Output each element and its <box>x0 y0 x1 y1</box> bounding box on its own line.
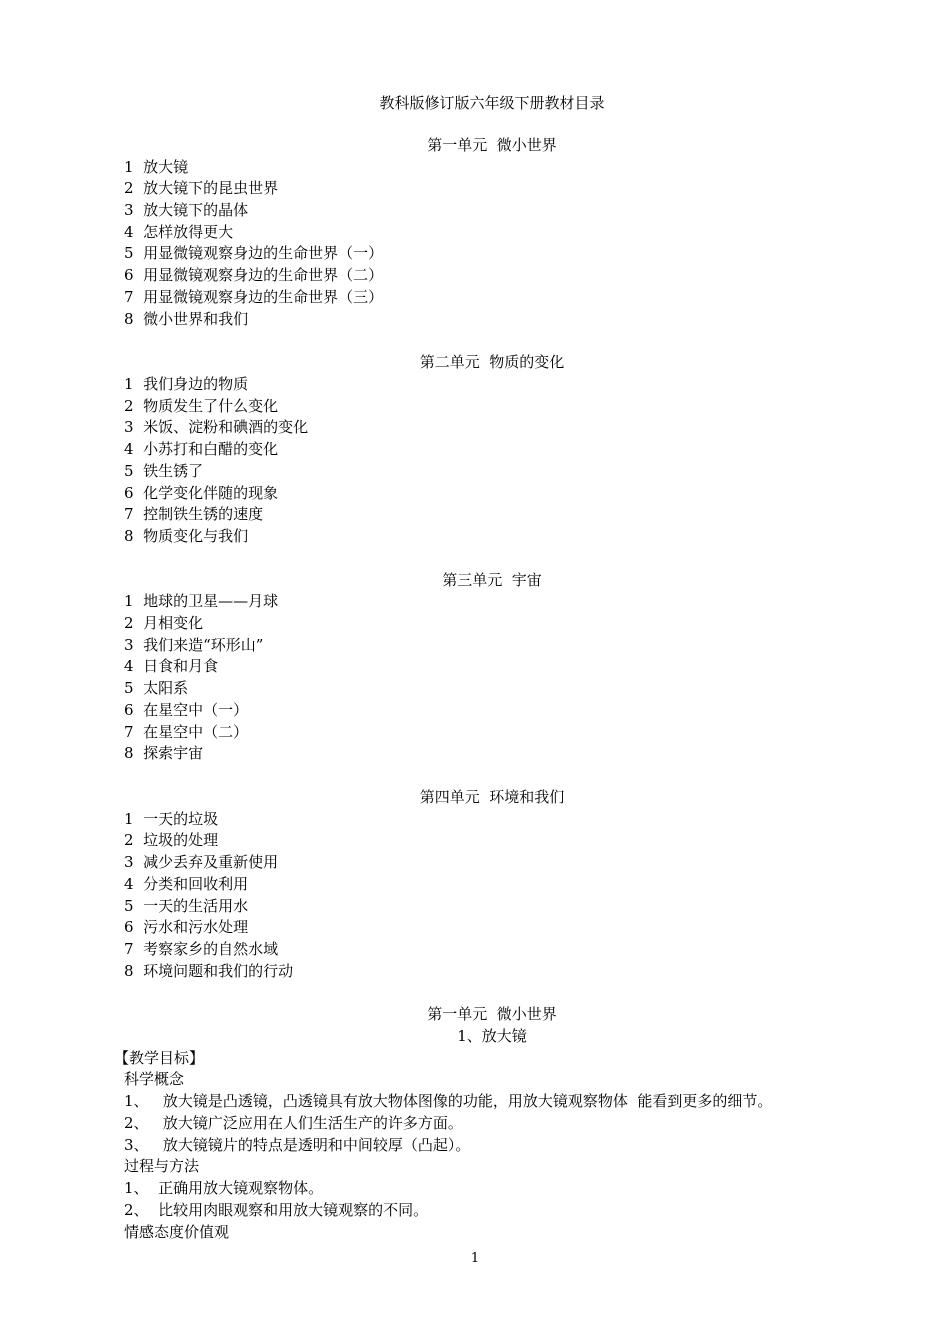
list-item: 6 化学变化伴随的现象 <box>124 484 279 502</box>
process-heading: 过程与方法 <box>124 1157 200 1175</box>
list-item: 3 减少丢弃及重新使用 <box>124 853 279 871</box>
list-item: 2 放大镜下的昆虫世界 <box>124 179 279 197</box>
lesson-title: 1、放大镜 <box>457 1027 527 1045</box>
list-item: 4 分类和回收利用 <box>124 875 249 893</box>
document-title: 教科版修订版六年级下册教材目录 <box>379 94 605 112</box>
list-item: 7 考察家乡的自然水域 <box>124 940 279 958</box>
process-item: 2、 比较用肉眼观察和用放大镜观察的不同。 <box>124 1201 429 1219</box>
science-heading: 科学概念 <box>124 1070 185 1088</box>
unit-heading: 第二单元 物质的变化 <box>419 353 565 371</box>
list-item: 7 控制铁生锈的速度 <box>124 505 264 523</box>
list-item: 4 小苏打和白醋的变化 <box>124 440 279 458</box>
unit-heading: 第三单元 宇宙 <box>442 571 542 589</box>
list-item: 2 月相变化 <box>124 614 204 632</box>
list-item: 3 米饭、淀粉和碘酒的变化 <box>124 418 309 436</box>
unit-heading: 第一单元 微小世界 <box>427 136 557 154</box>
list-item: 4 怎样放得更大 <box>124 223 234 241</box>
list-item: 8 环境问题和我们的行动 <box>124 962 294 980</box>
list-item: 1 地球的卫星——月球 <box>124 592 279 610</box>
list-item: 7 在星空中（二） <box>124 723 249 741</box>
list-item: 5 一天的生活用水 <box>124 897 249 915</box>
list-item: 2 物质发生了什么变化 <box>124 397 279 415</box>
list-item: 3 我们来造“环形山” <box>124 636 264 654</box>
list-item: 3 放大镜下的晶体 <box>124 201 249 219</box>
science-item: 3、 放大镜镜片的特点是透明和中间较厚（凸起）。 <box>124 1136 471 1154</box>
list-item: 8 物质变化与我们 <box>124 527 249 545</box>
list-item: 5 铁生锈了 <box>124 462 204 480</box>
list-item: 8 探索宇宙 <box>124 744 204 762</box>
list-item: 5 太阳系 <box>124 679 189 697</box>
list-item: 1 我们身边的物质 <box>124 375 249 393</box>
lesson-unit-heading: 第一单元 微小世界 <box>427 1005 557 1023</box>
page-number: 1 <box>470 1251 480 1266</box>
unit-heading: 第四单元 环境和我们 <box>419 788 565 806</box>
science-item: 1、 放大镜是凸透镜，凸透镜具有放大物体图像的功能，用放大镜观察物体 能看到更多的细节。 <box>124 1092 773 1110</box>
list-item: 4 日食和月食 <box>124 657 219 675</box>
list-item: 6 用显微镜观察身边的生命世界（二） <box>124 266 384 284</box>
list-item: 6 污水和污水处理 <box>124 918 249 936</box>
list-item: 2 垃圾的处理 <box>124 831 219 849</box>
list-item: 1 放大镜 <box>124 158 189 176</box>
list-item: 6 在星空中（一） <box>124 701 249 719</box>
process-item: 1、 正确用放大镜观察物体。 <box>124 1179 324 1197</box>
science-item: 2、 放大镜广泛应用在人们生活生产的许多方面。 <box>124 1114 463 1132</box>
goals-heading: 【教学目标】 <box>114 1049 205 1067</box>
list-item: 8 微小世界和我们 <box>124 310 249 328</box>
list-item: 5 用显微镜观察身边的生命世界（一） <box>124 244 384 262</box>
attitude-heading: 情感态度价值观 <box>124 1223 230 1241</box>
list-item: 7 用显微镜观察身边的生命世界（三） <box>124 288 384 306</box>
list-item: 1 一天的垃圾 <box>124 810 219 828</box>
